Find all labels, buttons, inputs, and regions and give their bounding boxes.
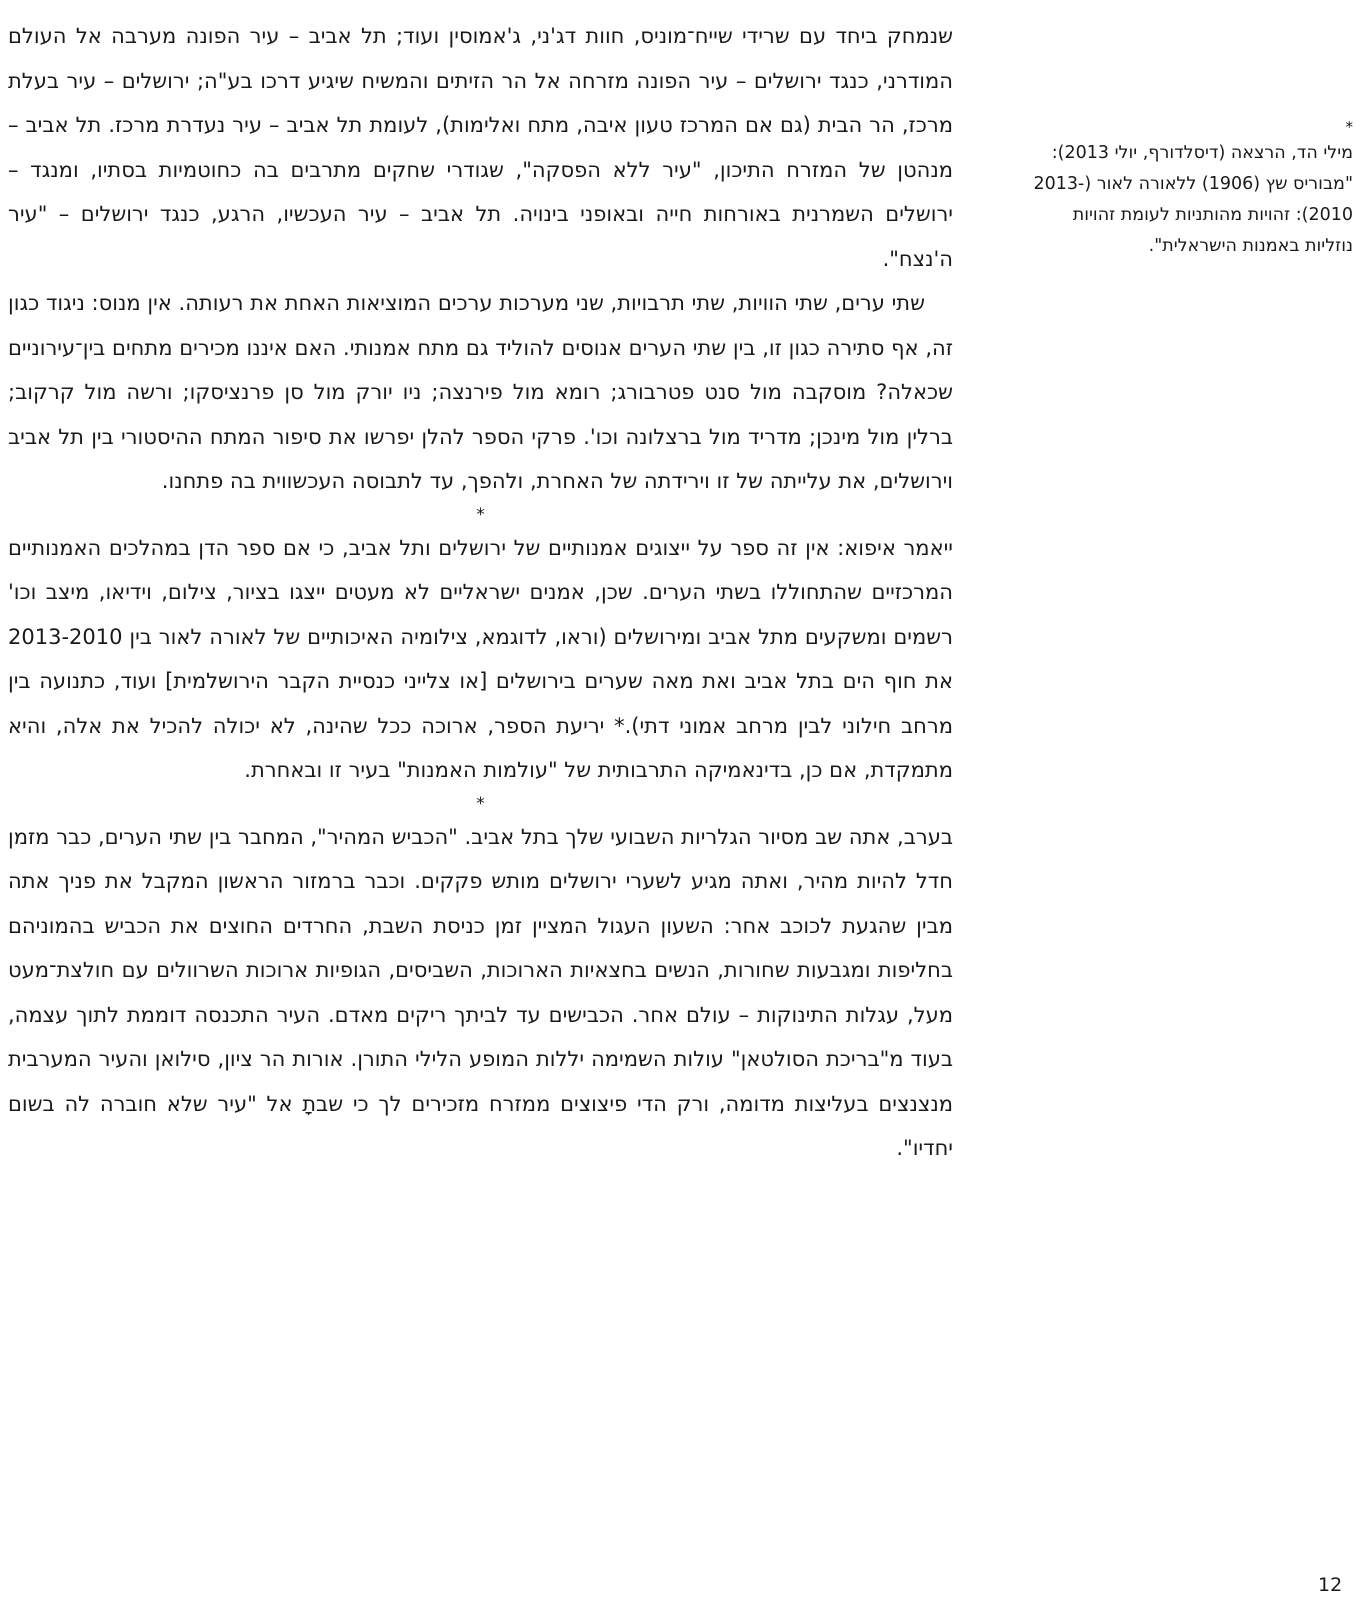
paragraph: שנמחק ביחד עם שרידי שייח־מוניס, חוות דג'ני, ג'אמוסין ועוד; תל אביב – עיר הפונה מערבה אל העולם המודרני, כנגד ירושלים – עיר הפונה מזרחה אל הר הזיתים והמשיח שיגיע דרכו בע"ה; ירושלים – עיר בעלת מרכז, הר הבית (גם אם המרכז טעון איבה, מתח ואלימות), לעומת תל אביב – עיר נעדרת מרכז. תל אביב – מנהטן של המזרח התיכון, "עיר ללא הפסקה", שגודרי שחקים מתרבים בה כחוטמיות בסתיו, ומנגד – ירושלים השמרנית באורחות חייה ובאופני בינויה. תל אביב – עיר העכשיו, הרגע, כנגד ירושלים – "עיר ה'נצח".: [8, 24, 953, 271]
main-text-column: [8, 14, 953, 1171]
paragraph: שתי ערים, שתי הוויות, שתי תרבויות, שני מערכות ערכים המוציאות האחת את רעותה. אין מנוס: ניגוד כגון זה, אף סתירה כגון זו, בין שתי הערים אנוסים להוליד גם מתח אמנותי. האם איננו מכירים מתחים בין־עירוניים שכאלה? מוסקבה מול סנט פטרבורג; רומא מול פירנצה; ניו יורק מול סן פרנציסקו; ורשה מול קרקוב; ברלין מול מינכן; מדריד מול ברצלונה וכו'. פרקי הספר להלן יפרשו את סיפור המתח ההיסטורי בין תל אביב וירושלים, את עלייתה של זו וירידתה של האחרת, ולהפך, עד לתבוסה העכשווית בה פתחנו.: [8, 291, 953, 493]
footnote-text: מילי הד, הרצאה (דיסלדורף, יולי 2013): "מבוריס שץ (1906) ללאורה לאור (2013-2010): זהויות מהותניות לעומת זהויות נוזליות באמנות הישראלית".: [1033, 143, 1353, 256]
footnote-mark: *: [1345, 118, 1353, 136]
paragraph: ייאמר איפוא: אין זה ספר על ייצוגים אמנותיים של ירושלים ותל אביב, כי אם ספר הדן במהלכים האמנותיים המרכזיים שהתחוללו בשתי הערים. שכן, אמנים ישראליים לא מעטים ייצגו בציור, צילום, וידיאו, מיצב וכו' רשמים ומשקעים מתל אביב ומירושלים (וראו, לדוגמא, צילומיה האיכותיים של לאורה לאור בין 2013-2010 את חוף הים בתל אביב ואת מאה שערים בירושלים [או צלייני כנסיית הקבר הירושלמית] ועוד, כתנועה בין מרחב חילוני לבין מרחב אמוני דתי).* יריעת הספר, ארוכה ככל שהינה, לא יכולה להכיל את אלה, והיא מתמקדת, אם כן, בדינאמיקה התרבותית של "עולמות האמנות" בעיר זו ובאחרת.: [8, 535, 953, 782]
section-separator: *: [476, 504, 485, 525]
page-number: 12: [1318, 1574, 1343, 1596]
section-separator: *: [476, 793, 485, 814]
paragraph: בערב, אתה שב מסיור הגלריות השבועי שלך בתל אביב. "הכביש המהיר", המחבר בין שתי הערים, כבר מזמן חדל להיות מהיר, ואתה מגיע לשערי ירושלים מותש פקקים. וכבר ברמזור הראשון המקבל את פניך אתה מבין שהגעת לכוכב אחר: השעון העגול המציין זמן כניסת השבת, החרדים החוצים את הכביש בהמוניהם בחליפות ומגבעות שחורות, הנשים בחצאיות הארוכות, השביסים, הגופיות ארוכות השרוולים עם חולצת־מעט מעל, עגלות התינוקות – עולם אחר. הכבישים עד לביתך ריקים מאדם. העיר התכנסה דוממת לתוך עצמה, בעוד מ"בריכת הסולטאן" עולות השמימה יללות המופע הלילי התורן. אורות הר ציון, סילואן והעיר המערבית מנצנצים בעליצות מדומה, ורק הדי פיצוצים ממזרח מזכירים לך כי שבתָ אל "עיר שלא חוברה לה בשום יחדיו".: [8, 824, 953, 1160]
sidebar-footnote: [1023, 116, 1353, 262]
